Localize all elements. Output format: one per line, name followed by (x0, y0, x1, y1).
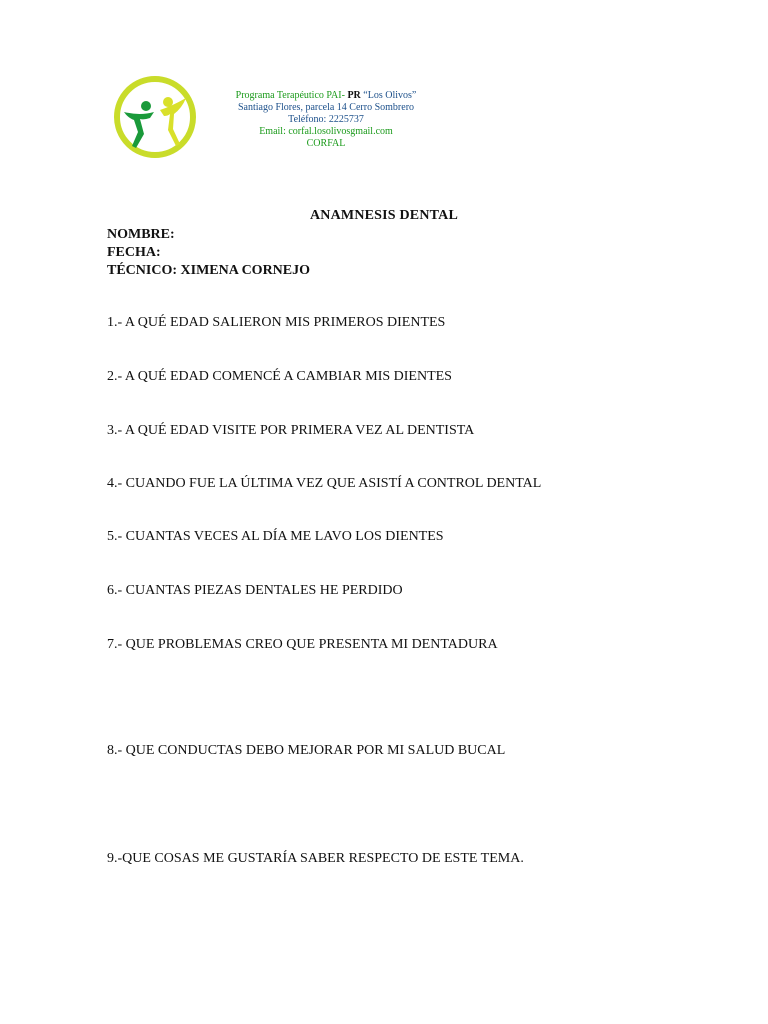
program-name: “Los Olivos” (363, 90, 417, 101)
question-5: 5.- CUANTAS VECES AL DÍA ME LAVO LOS DIENTES (107, 529, 444, 544)
question-2: 2.- A QUÉ EDAD COMENCÉ A CAMBIAR MIS DIENTES (107, 369, 452, 384)
question-1: 1.- A QUÉ EDAD SALIERON MIS PRIMEROS DIENTES (107, 315, 446, 330)
question-3: 3.- A QUÉ EDAD VISITE POR PRIMERA VEZ AL DENTISTA (107, 423, 475, 438)
question-4: 4.- CUANDO FUE LA ÚLTIMA VEZ QUE ASISTÍ A CONTROL DENTAL (107, 476, 542, 491)
question-7: 7.- QUE PROBLEMAS CREO QUE PRESENTA MI DENTADURA (107, 637, 498, 652)
program-header (206, 90, 446, 150)
program-pr: PR (347, 90, 361, 101)
field-fecha: FECHA: (107, 245, 161, 260)
question-6: 6.- CUANTAS PIEZAS DENTALES HE PERDIDO (107, 583, 403, 598)
address-line: Santiago Flores, parcela 14 Cerro Sombrero (237, 102, 415, 113)
question-9: 9.-QUE COSAS ME GUSTARÍA SABER RESPECTO DE ESTE TEMA. (107, 851, 524, 866)
phone-line: Teléfono: 2225737 (288, 114, 364, 125)
field-tecnico: TÉCNICO: XIMENA CORNEJO (107, 263, 311, 278)
email-line: Email: corfal.losolivosgmail.com (259, 126, 393, 137)
program-prefix: Programa Terapéutico PAI- (235, 90, 345, 101)
field-nombre: NOMBRE: (107, 227, 175, 242)
program-line (206, 90, 446, 102)
document-title: ANAMNESIS DENTAL (309, 208, 459, 223)
question-8: 8.- QUE CONDUCTAS DEBO MEJORAR POR MI SALUD BUCAL (107, 743, 506, 758)
two-figures-logo-icon (110, 72, 200, 162)
org-line: CORFAL (306, 138, 346, 149)
